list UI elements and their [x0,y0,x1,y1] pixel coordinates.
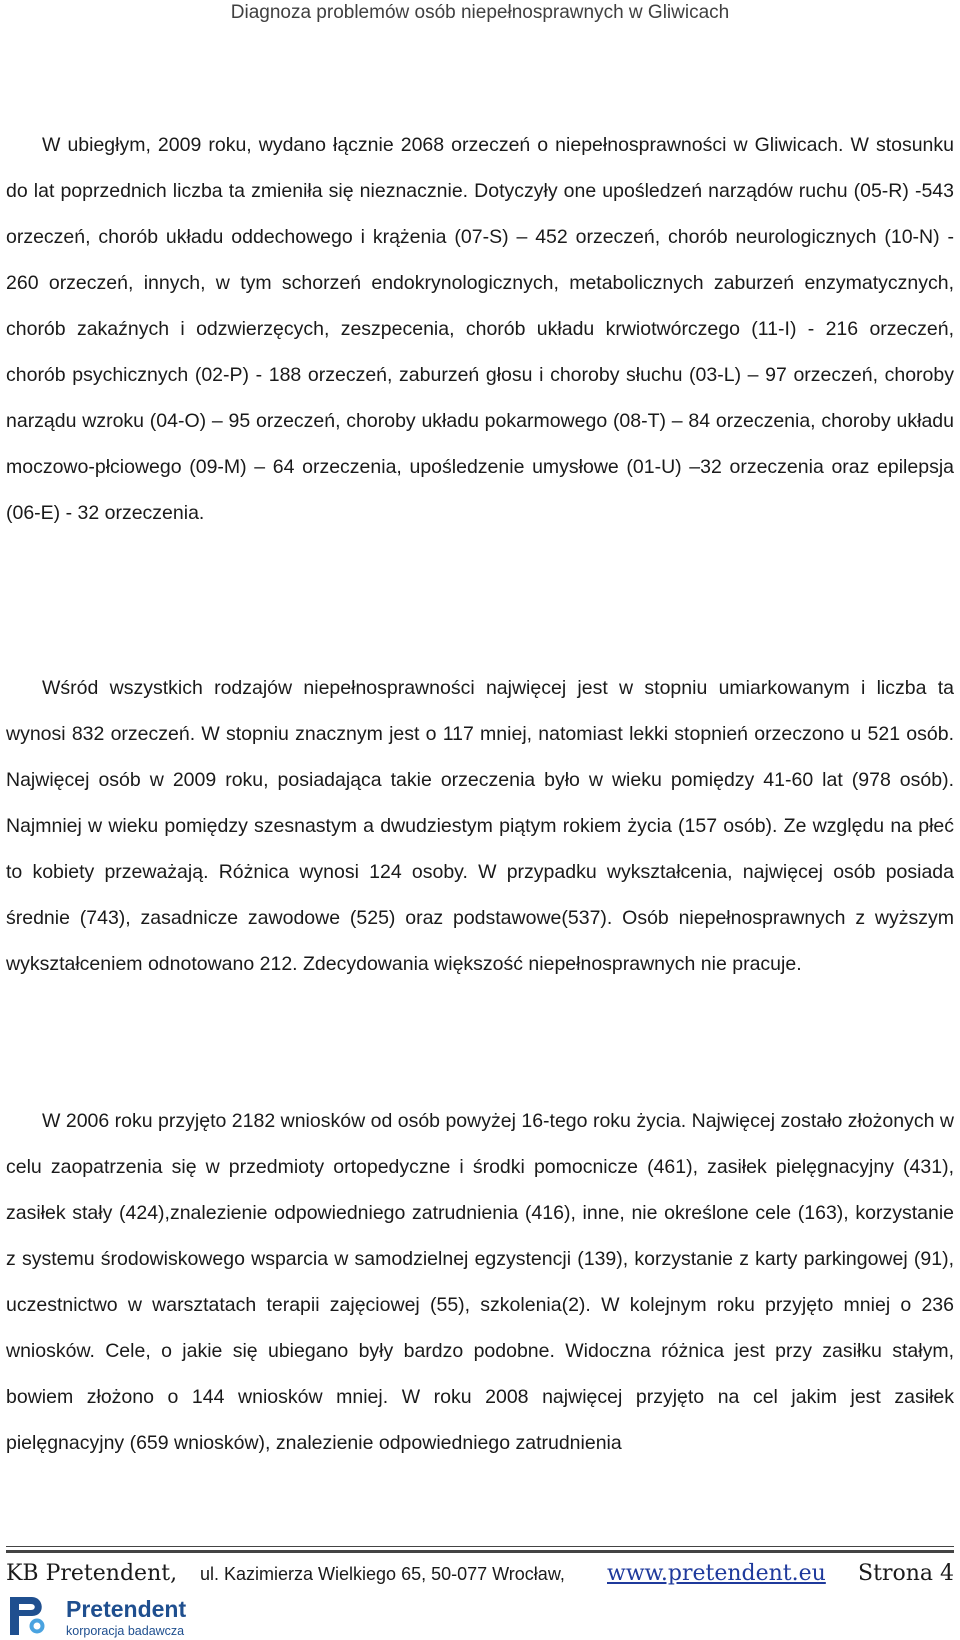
paragraph-text: W ubiegłym, 2009 roku, wydano łącznie 2068 orzeczeń o niepełnosprawności w Gliwicach. W stosunku do lat poprzednich liczba ta zmieniła się nieznacznie. Dotyczyły one upośledzeń narządów ruchu (05-R) -543 orzeczeń, chorób układu oddechowego i krążenia (07-S) – 452 orzeczeń, chorób neurologicznych (10-N) - 260 orzeczeń, innych, w tym schorzeń endokrynologicznych, metabolicznych zaburzeń enzymatycznych, chorób zakaźnych i odzwierzęcych, zeszpecenia, chorób układu krwiotwórczego (11-I) - 216 orzeczeń, chorób psychicznych (02-P) - 188 orzeczeń, zaburzeń głosu i choroby słuchu (03-L) – 97 orzeczeń, choroby narządu wzroku (04-O) – 95 orzeczeń, choroby układu pokarmowego (08-T) – 84 orzeczenia, choroby układu moczowo-płciowego (09-M) – 64 orzeczenia, upośledzenie umysłowe (01-U) –32 orzeczenia oraz epilepsja (06-E) - 32 orzeczenia. [6,134,954,524]
company-logo [6,1594,196,1638]
footer [6,1558,954,1590]
logo-name: Pretendent [66,1596,187,1622]
footer-divider [6,1550,954,1553]
running-header: Diagnoza problemów osób niepełnosprawnych w Gliwicach [230,2,730,23]
page-number: Strona 4 [858,1561,954,1586]
footer-address: ul. Kazimierza Wielkiego 65, 50-077 Wrocław, [200,1564,565,1584]
paragraph-text: Wśród wszystkich rodzajów niepełnosprawności najwięcej jest w stopniu umiarkowanym i liczba ta wynosi 832 orzeczeń. W stopniu znacznym jest o 117 mniej, natomiast lekki stopnień orzeczono u 521 osób. Najwięcej osób w 2009 roku, posiadająca takie orzeczenia było w wieku pomiędzy 41-60 lat (978 osób). Najmniej w wieku pomiędzy szesnastym a dwudziestym piątym rokiem życia (157 osób). Ze względu na płeć to kobiety przeważają. Różnica wynosi 124 osoby. W przypadku wykształcenia, najwięcej osób posiada średnie (743), zasadnicze zawodowe (525) oraz podstawowe(537). Osób niepełnosprawnych z wyższym wykształceniem odnotowano 212. Zdecydowania większość niepełnosprawnych nie pracuje. [6,677,954,975]
logo-tagline: korporacja badawcza [66,1624,185,1638]
paragraph-disability-degree [6,665,954,987]
paragraph-text: W 2006 roku przyjęto 2182 wniosków od osób powyżej 16-tego roku życia. Najwięcej zostało złożonych w celu zaopatrzenia się w przedmioty ortopedyczne i środki pomocnicze (461), zasiłek pielęgnacyjny (431), zasiłek stały (424),znalezienie odpowiedniego zatrudnienia (416), inne, nie określone cele (163), korzystanie z systemu środowiskowego wsparcia w samodzielnej egzystencji (139), korzystanie z karty parkingowej (91), uczestnictwo w warsztatach terapii zajęciowej (55), szkolenia(2). W kolejnym roku przyjęto mniej o 236 wniosków. Cele, o jakie się ubiegano były bardzo podobne. Widoczna różnica jest przy zasiłku stałym, bowiem złożono o 144 wniosków mniej. W roku 2008 najwięcej przyjęto na cel jakim jest zasiłek pielęgnacyjny (659 wniosków), znalezienie odpowiedniego zatrudnienia [6,1110,954,1454]
paragraph-certificates [6,122,954,536]
paragraph-applications [6,1098,954,1466]
footer-divider [6,1546,954,1547]
footer-company: KB Pretendent, [6,1561,178,1586]
footer-website-link[interactable]: www.pretendent.eu [607,1561,826,1586]
pretendent-logo-icon [6,1594,50,1638]
